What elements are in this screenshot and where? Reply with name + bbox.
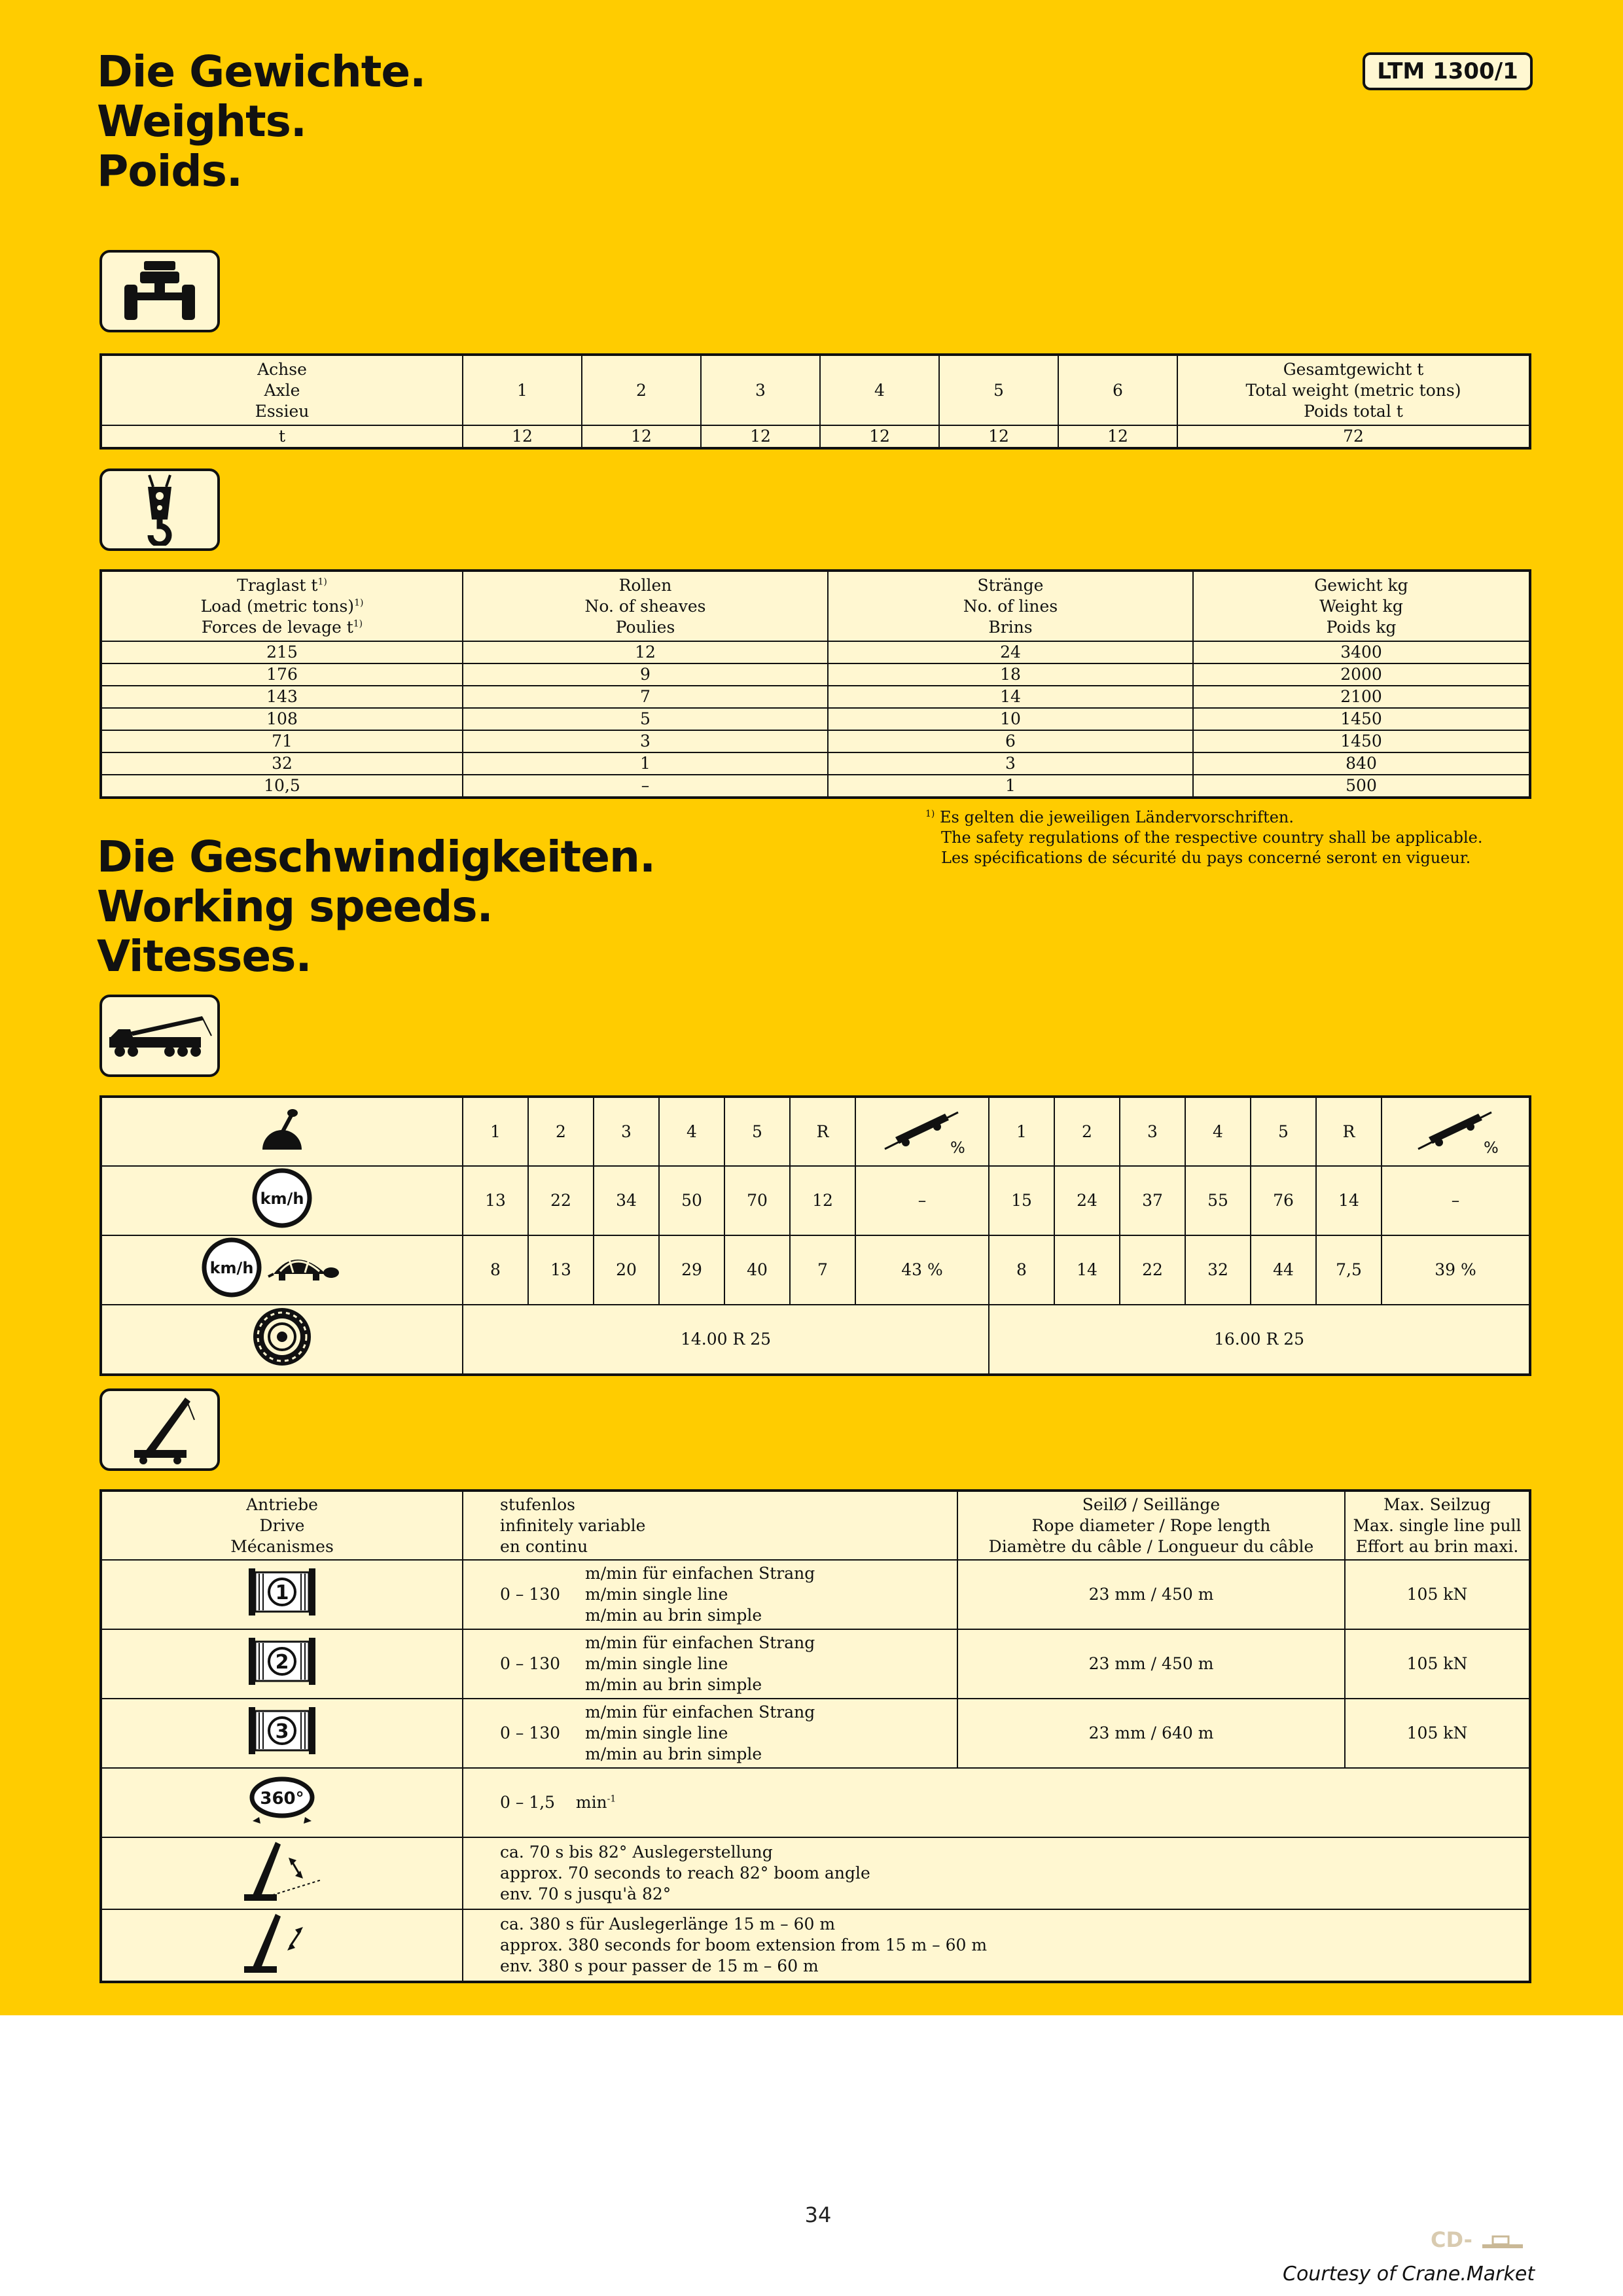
gear-number: 1: [463, 1097, 528, 1166]
speed-cell: 70: [724, 1166, 790, 1235]
winch-icon: [101, 1629, 463, 1699]
total-weight: 72: [1177, 425, 1530, 448]
table-cell: 24: [828, 641, 1193, 663]
winch-speed: 0 – 130 m/min für einfachen Strang m/min single line m/min au brin simple: [463, 1699, 957, 1768]
crane-market-logo: CD-: [1431, 2227, 1525, 2252]
line-pull: 105 kN: [1345, 1629, 1530, 1699]
speed-cell: 44: [1251, 1235, 1316, 1305]
speeds-title-fr: Vitesses.: [97, 931, 312, 981]
winch-row: [101, 1699, 1530, 1768]
page-title: [97, 47, 425, 196]
telescoping-desc: [463, 1909, 1530, 1982]
axle-unit: t: [101, 425, 463, 448]
winch-row: [101, 1560, 1530, 1629]
lines-en: No. of lines: [963, 596, 1058, 616]
winch-row: [101, 1629, 1530, 1699]
telescoping-icon: [101, 1909, 463, 1982]
gear-number: 5: [724, 1097, 790, 1166]
gear-number: R: [1316, 1097, 1382, 1166]
total-weight-de: Gesamtgewicht t: [1283, 359, 1424, 379]
axle-load: 12: [1058, 425, 1177, 448]
sheaves-header: [463, 571, 828, 641]
speed-cell: 34: [594, 1166, 659, 1235]
winch-icon: [101, 1699, 463, 1768]
table-cell: 500: [1193, 775, 1530, 798]
gear-number: 3: [1120, 1097, 1185, 1166]
table-row: [101, 686, 1530, 708]
axle-label-de: Achse: [257, 359, 307, 379]
lines-de: Stränge: [977, 575, 1044, 595]
gear-number: 5: [1251, 1097, 1316, 1166]
weight-de: Gewicht kg: [1314, 575, 1408, 595]
rope-size: 23 mm / 450 m: [957, 1560, 1345, 1629]
drive-en: Drive: [259, 1515, 305, 1535]
crane-truck-icon: [99, 995, 220, 1077]
axle-number: 4: [820, 355, 939, 425]
tyre-size-a: 14.00 R 25: [463, 1305, 989, 1375]
pull-header: [1345, 1491, 1530, 1560]
gear-number: 4: [659, 1097, 724, 1166]
table-cell: 14: [828, 686, 1193, 708]
rope-de: SeilØ / Seillänge: [1082, 1494, 1221, 1514]
speed-cell: 8: [463, 1235, 528, 1305]
footnote-de: $^{1)}$ Es gelten die jeweiligen Ländervorschriften.: [925, 808, 1294, 826]
gradeability-icon: [1382, 1097, 1530, 1166]
axle-load: 12: [582, 425, 701, 448]
speed-cell: 7: [790, 1235, 855, 1305]
axle-weight-table: [99, 353, 1531, 450]
sheaves-en: No. of sheaves: [584, 596, 706, 616]
hook-icon: [99, 468, 220, 551]
slewing-speed: 0 – 1,5 $\min^{-1}$: [463, 1768, 1530, 1837]
gear-number: 3: [594, 1097, 659, 1166]
gear-number: 4: [1185, 1097, 1251, 1166]
table-cell: 2000: [1193, 663, 1530, 686]
max-speed-row: [101, 1166, 1530, 1235]
telescoping-row: [101, 1909, 1530, 1982]
table-cell: –: [463, 775, 828, 798]
gear-number: 1: [989, 1097, 1054, 1166]
telescoping-fr: env. 380 s pour passer de 15 m – 60 m: [500, 1956, 819, 1975]
svg-text:km/h: km/h: [209, 1259, 254, 1277]
axle-number: 5: [939, 355, 1058, 425]
boom-icon: [99, 1388, 220, 1471]
axle-label-en: Axle: [264, 380, 300, 400]
speed-cell: –: [855, 1166, 989, 1235]
axle-number: 2: [582, 355, 701, 425]
model-badge: LTM 1300/1: [1363, 52, 1533, 90]
speed-cell: 40: [724, 1235, 790, 1305]
speeds-title-de: Die Geschwindigkeiten.: [97, 832, 656, 882]
pull-de: Max. Seilzug: [1383, 1494, 1491, 1514]
variable-fr: en continu: [500, 1536, 588, 1556]
table-row: [101, 663, 1530, 686]
table-cell: 12: [463, 641, 828, 663]
pull-en: Max. single line pull: [1353, 1515, 1522, 1535]
rope-size: 23 mm / 640 m: [957, 1699, 1345, 1768]
svg-text:%: %: [1484, 1138, 1498, 1156]
axle-label-cell: [101, 355, 463, 425]
svg-text:km/h: km/h: [260, 1190, 304, 1208]
footnote-fr: Les spécifications de sécurité du pays concerné seront en vigueur.: [941, 849, 1471, 867]
rope-header: [957, 1491, 1345, 1560]
table-cell: 108: [101, 708, 463, 730]
table-row: [101, 775, 1530, 798]
svg-text:1: 1: [275, 1581, 289, 1604]
luffing-fr: env. 70 s jusqu'à 82°: [500, 1884, 671, 1903]
axle-load: 12: [463, 425, 582, 448]
title-line-fr: Poids.: [97, 146, 242, 196]
table-cell: 10,5: [101, 775, 463, 798]
table-cell: 6: [828, 730, 1193, 752]
gear-number: 2: [528, 1097, 594, 1166]
table-cell: 3: [828, 752, 1193, 775]
courtesy-text: Courtesy of Crane.Market: [1283, 2263, 1535, 2286]
drive-header: [101, 1491, 463, 1560]
slewing-row: [101, 1768, 1530, 1837]
table-cell: 1: [828, 775, 1193, 798]
gear-number: R: [790, 1097, 855, 1166]
axle-load: 12: [820, 425, 939, 448]
luffing-de: ca. 70 s bis 82° Auslegerstellung: [500, 1843, 773, 1862]
table-cell: 5: [463, 708, 828, 730]
speed-cell: 55: [1185, 1166, 1251, 1235]
speed-cell: 14: [1054, 1235, 1120, 1305]
axle-number: 6: [1058, 355, 1177, 425]
crawl-speed-icon: [101, 1235, 463, 1305]
hook-block-table: [99, 569, 1531, 799]
hook-rows: [101, 641, 1530, 798]
speed-cell: 50: [659, 1166, 724, 1235]
variable-header: [463, 1491, 957, 1560]
total-weight-header: [1177, 355, 1530, 425]
title-line-en: Weights.: [97, 96, 306, 147]
variable-en: infinitely variable: [500, 1515, 646, 1535]
table-cell: 1450: [1193, 708, 1530, 730]
slewing-icon: [101, 1768, 463, 1837]
lines-header: [828, 571, 1193, 641]
speed-cell: 8: [989, 1235, 1054, 1305]
svg-text:3: 3: [275, 1720, 289, 1743]
table-row: [101, 730, 1530, 752]
svg-text:360°: 360°: [260, 1789, 304, 1809]
telescoping-de: ca. 380 s für Auslegerlänge 15 m – 60 m: [500, 1915, 836, 1934]
luffing-icon: [101, 1837, 463, 1909]
svg-text:%: %: [950, 1138, 965, 1156]
axle-number: 3: [701, 355, 820, 425]
hook-weight-header: [1193, 571, 1530, 641]
variable-de: stufenlos: [500, 1494, 576, 1514]
turtle-icon: [268, 1260, 339, 1280]
table-cell: 1: [463, 752, 828, 775]
table-cell: 10: [828, 708, 1193, 730]
winch-speed: 0 – 130 m/min für einfachen Strang m/min single line m/min au brin simple: [463, 1560, 957, 1629]
speed-cell: 22: [528, 1166, 594, 1235]
drives-table: [99, 1489, 1531, 1983]
rope-en: Rope diameter / Rope length: [1031, 1515, 1271, 1535]
table-row: [101, 752, 1530, 775]
drive-de: Antriebe: [246, 1494, 318, 1514]
sheaves-de: Rollen: [618, 575, 672, 595]
tyre-size-b: 16.00 R 25: [989, 1305, 1530, 1375]
load-header-fr: Forces de levage $t^{1)}$: [201, 617, 363, 637]
table-row: [101, 708, 1530, 730]
speed-cell: 13: [528, 1235, 594, 1305]
load-header-de: Traglast $t^{1)}$: [237, 575, 327, 595]
winch-rows: [101, 1560, 1530, 1768]
speed-cell: 7,5: [1316, 1235, 1382, 1305]
speed-cell: 32: [1185, 1235, 1251, 1305]
title-line-de: Die Gewichte.: [97, 46, 426, 97]
crawl-speed-row: [101, 1235, 1530, 1305]
footnote-en: The safety regulations of the respective country shall be applicable.: [941, 828, 1483, 847]
tyre-icon: [101, 1305, 463, 1375]
speeds-title-en: Working speeds.: [97, 881, 493, 932]
rope-size: 23 mm / 450 m: [957, 1629, 1345, 1699]
total-weight-fr: Poids total t: [1304, 401, 1403, 421]
table-cell: 3400: [1193, 641, 1530, 663]
speed-cell: 15: [989, 1166, 1054, 1235]
speed-cell: 39 %: [1382, 1235, 1530, 1305]
load-header-en: Load (metric tons)$^{1)}$: [200, 596, 364, 616]
speed-cell: 24: [1054, 1166, 1120, 1235]
table-cell: 215: [101, 641, 463, 663]
speed-cell: 20: [594, 1235, 659, 1305]
speed-cell: 76: [1251, 1166, 1316, 1235]
speed-cell: –: [1382, 1166, 1530, 1235]
weight-en: Weight kg: [1319, 596, 1403, 616]
line-pull: 105 kN: [1345, 1699, 1530, 1768]
gear-lever-icon: [101, 1097, 463, 1166]
axle-number: 1: [463, 355, 582, 425]
axle-load: 12: [939, 425, 1058, 448]
table-row: [101, 641, 1530, 663]
lines-fr: Brins: [988, 617, 1033, 637]
speeds-title: [97, 832, 655, 981]
luffing-desc: [463, 1837, 1530, 1909]
table-cell: 7: [463, 686, 828, 708]
weight-fr: Poids kg: [1326, 617, 1397, 637]
svg-text:2: 2: [275, 1651, 289, 1674]
speed-cell: 13: [463, 1166, 528, 1235]
gear-number: 2: [1054, 1097, 1120, 1166]
speed-cell: 12: [790, 1166, 855, 1235]
speed-cell: 22: [1120, 1235, 1185, 1305]
speed-cell: 29: [659, 1235, 724, 1305]
table-cell: 840: [1193, 752, 1530, 775]
table-cell: 176: [101, 663, 463, 686]
travel-speed-table: [99, 1095, 1531, 1376]
line-pull: 105 kN: [1345, 1560, 1530, 1629]
axle-icon: [99, 250, 220, 332]
table-cell: 1450: [1193, 730, 1530, 752]
gradeability-icon: [855, 1097, 989, 1166]
sheaves-fr: Poulies: [615, 617, 675, 637]
axle-load: 12: [701, 425, 820, 448]
table-cell: 18: [828, 663, 1193, 686]
footnote: [925, 807, 1482, 868]
total-weight-en: Total weight (metric tons): [1245, 380, 1461, 400]
telescoping-en: approx. 380 seconds for boom extension from 15 m – 60 m: [500, 1935, 988, 1954]
load-header: [101, 571, 463, 641]
speed-cell: 43 %: [855, 1235, 989, 1305]
pull-fr: Effort au brin maxi.: [1355, 1536, 1519, 1556]
winch-icon: [101, 1560, 463, 1629]
winch-speed: 0 – 130 m/min für einfachen Strang m/min single line m/min au brin simple: [463, 1629, 957, 1699]
speed-cell: 14: [1316, 1166, 1382, 1235]
table-cell: 9: [463, 663, 828, 686]
axle-label-fr: Essieu: [255, 401, 310, 421]
page-number: 34: [804, 2202, 832, 2227]
luffing-en: approx. 70 seconds to reach 82° boom angle: [500, 1863, 870, 1882]
luffing-row: [101, 1837, 1530, 1909]
speedometer-icon: [101, 1166, 463, 1235]
rope-fr: Diamètre du câble / Longueur du câble: [988, 1536, 1314, 1556]
table-cell: 71: [101, 730, 463, 752]
speed-cell: 37: [1120, 1166, 1185, 1235]
table-cell: 32: [101, 752, 463, 775]
table-cell: 143: [101, 686, 463, 708]
drive-fr: Mécanismes: [230, 1536, 334, 1556]
table-cell: 2100: [1193, 686, 1530, 708]
table-cell: 3: [463, 730, 828, 752]
